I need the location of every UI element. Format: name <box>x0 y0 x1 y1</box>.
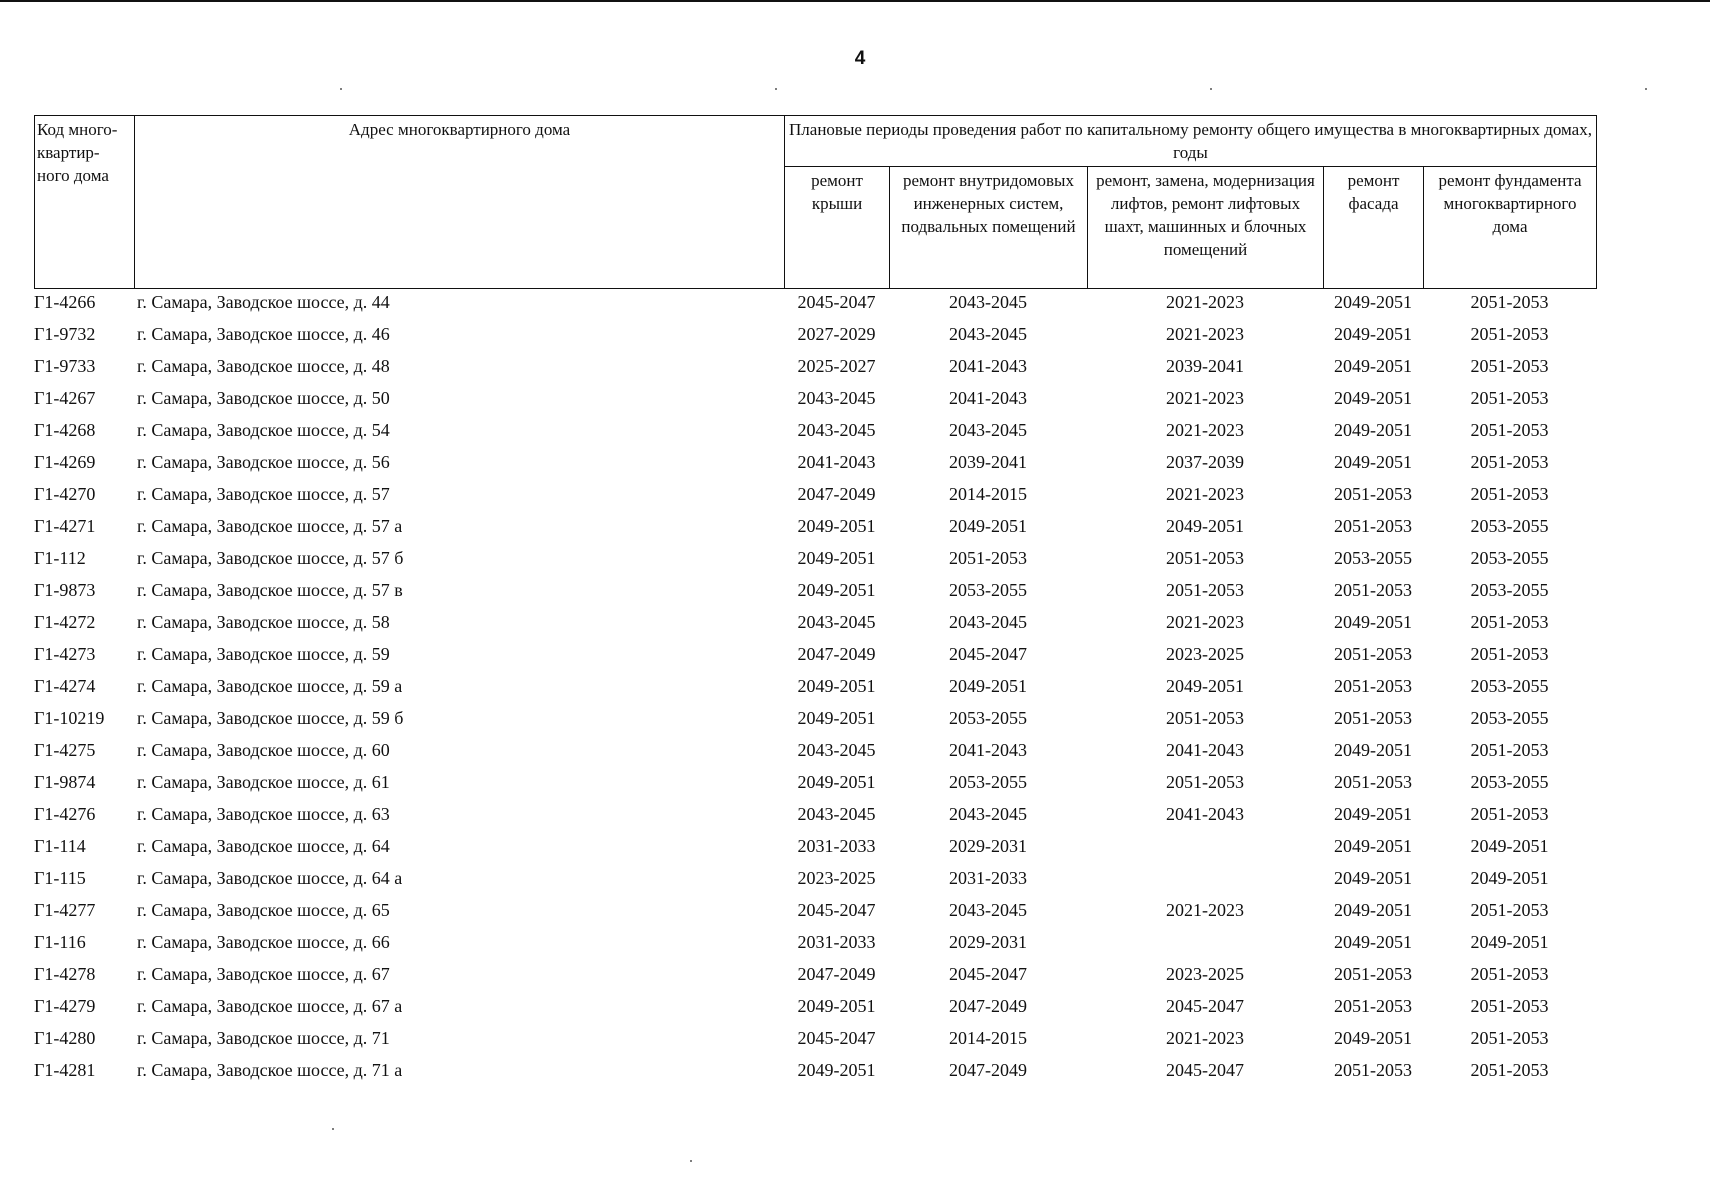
cell-lifts: 2045-2047 <box>1166 1060 1244 1080</box>
table-row <box>34 866 1596 898</box>
cell-facade: 2049-2051 <box>1334 324 1412 344</box>
cell-address: г. Самара, Заводское шоссе, д. 57 а <box>137 516 403 536</box>
cell-roof: 2049-2051 <box>797 676 876 696</box>
cell-engineering: 2029-2031 <box>949 836 1027 856</box>
table-row <box>34 802 1596 834</box>
cell-address: г. Самара, Заводское шоссе, д. 66 <box>137 932 390 952</box>
cell-foundation: 2053-2055 <box>1470 580 1549 600</box>
cell-roof: 2041-2043 <box>797 452 876 472</box>
table-row <box>34 546 1596 578</box>
cell-code: Г1-4280 <box>34 1028 96 1048</box>
cell-roof: 2047-2049 <box>797 484 876 504</box>
cell-lifts: 2049-2051 <box>1166 676 1244 696</box>
cell-engineering: 2043-2045 <box>949 292 1027 312</box>
cell-roof: 2045-2047 <box>797 900 876 920</box>
cell-engineering: 2049-2051 <box>949 516 1027 536</box>
cell-code: Г1-4269 <box>34 452 96 472</box>
cell-engineering: 2043-2045 <box>949 420 1027 440</box>
cell-lifts <box>1087 930 1323 962</box>
cell-roof: 2025-2027 <box>797 356 876 376</box>
cell-code: Г1-4278 <box>34 964 96 984</box>
table-row <box>34 578 1596 610</box>
cell-facade: 2051-2053 <box>1334 772 1412 792</box>
table-row <box>34 994 1596 1026</box>
cell-address: г. Самара, Заводское шоссе, д. 44 <box>137 292 390 312</box>
cell-code: Г1-9732 <box>34 324 96 344</box>
cell-foundation: 2051-2053 <box>1470 612 1549 632</box>
cell-lifts: 2021-2023 <box>1166 1028 1244 1048</box>
cell-roof: 2049-2051 <box>797 996 876 1016</box>
cell-address: г. Самара, Заводское шоссе, д. 63 <box>137 804 390 824</box>
cell-foundation: 2053-2055 <box>1470 548 1549 568</box>
cell-roof: 2027-2029 <box>797 324 876 344</box>
cell-roof: 2049-2051 <box>797 548 876 568</box>
cell-address: г. Самара, Заводское шоссе, д. 67 <box>137 964 390 984</box>
cell-facade: 2049-2051 <box>1334 452 1412 472</box>
cell-code: Г1-4281 <box>34 1060 96 1080</box>
cell-facade: 2049-2051 <box>1334 292 1412 312</box>
cell-facade: 2049-2051 <box>1334 804 1412 824</box>
cell-foundation: 2051-2053 <box>1470 1028 1549 1048</box>
cell-address: г. Самара, Заводское шоссе, д. 59 <box>137 644 390 664</box>
cell-foundation: 2053-2055 <box>1470 516 1549 536</box>
cell-facade: 2049-2051 <box>1334 868 1412 888</box>
header-foundation: ремонт фундамента многоквартирного дома <box>1424 167 1597 289</box>
cell-address: г. Самара, Заводское шоссе, д. 59 а <box>137 676 403 696</box>
cell-foundation: 2051-2053 <box>1470 804 1549 824</box>
top-border-line <box>0 0 1710 2</box>
cell-address: г. Самара, Заводское шоссе, д. 59 б <box>137 708 404 728</box>
cell-engineering: 2031-2033 <box>949 868 1027 888</box>
table-row <box>34 386 1596 418</box>
cell-address: г. Самара, Заводское шоссе, д. 67 а <box>137 996 403 1016</box>
cell-lifts: 2021-2023 <box>1166 484 1244 504</box>
cell-engineering: 2043-2045 <box>949 612 1027 632</box>
cell-lifts: 2023-2025 <box>1166 644 1244 664</box>
cell-engineering: 2029-2031 <box>949 932 1027 952</box>
table-row <box>34 930 1596 962</box>
page-number: 4 <box>854 48 866 69</box>
cell-address: г. Самара, Заводское шоссе, д. 56 <box>137 452 390 472</box>
cell-foundation: 2051-2053 <box>1470 484 1549 504</box>
cell-facade: 2051-2053 <box>1334 644 1412 664</box>
cell-code: Г1-4277 <box>34 900 96 920</box>
cell-engineering: 2014-2015 <box>949 484 1027 504</box>
cell-roof: 2049-2051 <box>797 708 876 728</box>
cell-roof: 2043-2045 <box>797 388 876 408</box>
cell-lifts <box>1087 834 1323 866</box>
cell-facade: 2053-2055 <box>1334 548 1412 568</box>
cell-foundation: 2051-2053 <box>1470 996 1549 1016</box>
cell-code: Г1-9733 <box>34 356 96 376</box>
cell-lifts: 2041-2043 <box>1166 740 1244 760</box>
cell-engineering: 2043-2045 <box>949 804 1027 824</box>
cell-code: Г1-4270 <box>34 484 96 504</box>
table-row <box>34 290 1596 322</box>
cell-engineering: 2014-2015 <box>949 1028 1027 1048</box>
cell-foundation: 2051-2053 <box>1470 324 1549 344</box>
table-row <box>34 962 1596 994</box>
cell-facade: 2049-2051 <box>1334 356 1412 376</box>
cell-address: г. Самара, Заводское шоссе, д. 65 <box>137 900 390 920</box>
cell-address: г. Самара, Заводское шоссе, д. 57 <box>137 484 390 504</box>
cell-lifts: 2021-2023 <box>1166 420 1244 440</box>
cell-foundation: 2051-2053 <box>1470 1060 1549 1080</box>
cell-code: Г1-4268 <box>34 420 96 440</box>
cell-facade: 2049-2051 <box>1334 900 1412 920</box>
cell-lifts: 2051-2053 <box>1166 548 1244 568</box>
table-row <box>34 834 1596 866</box>
cell-facade: 2049-2051 <box>1334 932 1412 952</box>
cell-roof: 2023-2025 <box>797 868 876 888</box>
cell-roof: 2031-2033 <box>797 836 876 856</box>
cell-address: г. Самара, Заводское шоссе, д. 60 <box>137 740 390 760</box>
cell-engineering: 2039-2041 <box>949 452 1027 472</box>
cell-code: Г1-4273 <box>34 644 96 664</box>
cell-engineering: 2041-2043 <box>949 388 1027 408</box>
cell-foundation: 2051-2053 <box>1470 900 1549 920</box>
scan-speck <box>1645 88 1647 90</box>
cell-foundation: 2053-2055 <box>1470 708 1549 728</box>
cell-facade: 2049-2051 <box>1334 388 1412 408</box>
cell-roof: 2049-2051 <box>797 580 876 600</box>
cell-address: г. Самара, Заводское шоссе, д. 46 <box>137 324 390 344</box>
cell-address: г. Самара, Заводское шоссе, д. 61 <box>137 772 390 792</box>
cell-facade: 2051-2053 <box>1334 1060 1412 1080</box>
table-body <box>34 290 1596 1090</box>
cell-code: Г1-4276 <box>34 804 96 824</box>
cell-foundation: 2051-2053 <box>1470 644 1549 664</box>
cell-foundation: 2049-2051 <box>1470 932 1549 952</box>
table-row <box>34 322 1596 354</box>
cell-lifts: 2021-2023 <box>1166 612 1244 632</box>
cell-facade: 2051-2053 <box>1334 580 1412 600</box>
table-row <box>34 642 1596 674</box>
header-code: Код много-квартир-ного дома <box>35 116 135 289</box>
cell-engineering: 2053-2055 <box>949 708 1027 728</box>
cell-facade: 2049-2051 <box>1334 836 1412 856</box>
cell-address: г. Самара, Заводское шоссе, д. 64 а <box>137 868 403 888</box>
cell-facade: 2049-2051 <box>1334 740 1412 760</box>
cell-lifts: 2041-2043 <box>1166 804 1244 824</box>
header-engineering: ремонт внутридомовых инженерных систем, подвальных помещений <box>890 167 1088 289</box>
table-row <box>34 674 1596 706</box>
cell-foundation: 2051-2053 <box>1470 452 1549 472</box>
cell-roof: 2031-2033 <box>797 932 876 952</box>
cell-roof: 2043-2045 <box>797 740 876 760</box>
cell-lifts: 2021-2023 <box>1166 324 1244 344</box>
table-row <box>34 418 1596 450</box>
cell-roof: 2043-2045 <box>797 804 876 824</box>
cell-lifts: 2023-2025 <box>1166 964 1244 984</box>
table-row <box>34 610 1596 642</box>
cell-code: Г1-114 <box>34 836 86 856</box>
table-row <box>34 1026 1596 1058</box>
cell-facade: 2051-2053 <box>1334 964 1412 984</box>
cell-address: г. Самара, Заводское шоссе, д. 54 <box>137 420 390 440</box>
table-row <box>34 514 1596 546</box>
cell-code: Г1-9874 <box>34 772 96 792</box>
cell-engineering: 2051-2053 <box>949 548 1027 568</box>
cell-engineering: 2047-2049 <box>949 1060 1027 1080</box>
cell-address: г. Самара, Заводское шоссе, д. 57 б <box>137 548 404 568</box>
table-row <box>34 450 1596 482</box>
header-facade: ремонт фасада <box>1324 167 1424 289</box>
header-address: Адрес многоквартирного дома <box>135 116 785 289</box>
header-lifts: ремонт, замена, модернизация лифтов, ремонт лифтовых шахт, машинных и блочных помещений <box>1088 167 1324 289</box>
cell-address: г. Самара, Заводское шоссе, д. 48 <box>137 356 390 376</box>
cell-code: Г1-10219 <box>34 708 105 728</box>
table-row <box>34 1058 1596 1090</box>
cell-code: Г1-4267 <box>34 388 96 408</box>
cell-lifts: 2049-2051 <box>1166 516 1244 536</box>
cell-foundation: 2051-2053 <box>1470 964 1549 984</box>
table-row <box>34 354 1596 386</box>
cell-facade: 2051-2053 <box>1334 516 1412 536</box>
cell-lifts <box>1087 866 1323 898</box>
cell-code: Г1-116 <box>34 932 86 952</box>
cell-address: г. Самара, Заводское шоссе, д. 57 в <box>137 580 403 600</box>
cell-code: Г1-4266 <box>34 292 96 312</box>
cell-lifts: 2045-2047 <box>1166 996 1244 1016</box>
cell-lifts: 2051-2053 <box>1166 708 1244 728</box>
cell-lifts: 2021-2023 <box>1166 388 1244 408</box>
cell-address: г. Самара, Заводское шоссе, д. 71 а <box>137 1060 403 1080</box>
cell-roof: 2043-2045 <box>797 420 876 440</box>
cell-lifts: 2037-2039 <box>1166 452 1244 472</box>
cell-lifts: 2051-2053 <box>1166 772 1244 792</box>
cell-engineering: 2041-2043 <box>949 740 1027 760</box>
table-row <box>34 706 1596 738</box>
cell-engineering: 2049-2051 <box>949 676 1027 696</box>
cell-roof: 2049-2051 <box>797 516 876 536</box>
cell-lifts: 2039-2041 <box>1166 356 1244 376</box>
table-row <box>34 482 1596 514</box>
table-row <box>34 898 1596 930</box>
cell-lifts: 2021-2023 <box>1166 900 1244 920</box>
cell-foundation: 2051-2053 <box>1470 388 1549 408</box>
cell-facade: 2051-2053 <box>1334 484 1412 504</box>
cell-address: г. Самара, Заводское шоссе, д. 71 <box>137 1028 390 1048</box>
cell-code: Г1-4271 <box>34 516 96 536</box>
cell-code: Г1-115 <box>34 868 86 888</box>
cell-code: Г1-112 <box>34 548 86 568</box>
cell-code: Г1-4272 <box>34 612 96 632</box>
header-roof: ремонт крыши <box>785 167 890 289</box>
cell-foundation: 2051-2053 <box>1470 740 1549 760</box>
cell-facade: 2049-2051 <box>1334 420 1412 440</box>
cell-address: г. Самара, Заводское шоссе, д. 58 <box>137 612 390 632</box>
cell-foundation: 2053-2055 <box>1470 772 1549 792</box>
cell-roof: 2049-2051 <box>797 772 876 792</box>
cell-address: г. Самара, Заводское шоссе, д. 64 <box>137 836 390 856</box>
cell-lifts: 2021-2023 <box>1166 292 1244 312</box>
cell-engineering: 2047-2049 <box>949 996 1027 1016</box>
cell-foundation: 2049-2051 <box>1470 868 1549 888</box>
cell-foundation: 2053-2055 <box>1470 676 1549 696</box>
cell-foundation: 2051-2053 <box>1470 420 1549 440</box>
cell-facade: 2051-2053 <box>1334 676 1412 696</box>
cell-facade: 2051-2053 <box>1334 996 1412 1016</box>
cell-address: г. Самара, Заводское шоссе, д. 50 <box>137 388 390 408</box>
cell-roof: 2047-2049 <box>797 644 876 664</box>
cell-facade: 2051-2053 <box>1334 708 1412 728</box>
cell-facade: 2049-2051 <box>1334 1028 1412 1048</box>
cell-roof: 2045-2047 <box>797 1028 876 1048</box>
cell-foundation: 2051-2053 <box>1470 292 1549 312</box>
header-periods: Плановые периоды проведения работ по капитальному ремонту общего имущества в многоквартирных домах, годы <box>785 116 1597 167</box>
cell-code: Г1-4274 <box>34 676 96 696</box>
cell-foundation: 2051-2053 <box>1470 356 1549 376</box>
table-header <box>34 115 1597 289</box>
cell-roof: 2043-2045 <box>797 612 876 632</box>
cell-roof: 2047-2049 <box>797 964 876 984</box>
scan-speck <box>1210 88 1212 90</box>
cell-code: Г1-9873 <box>34 580 96 600</box>
cell-engineering: 2053-2055 <box>949 772 1027 792</box>
cell-engineering: 2043-2045 <box>949 324 1027 344</box>
cell-roof: 2049-2051 <box>797 1060 876 1080</box>
scan-speck <box>332 1128 334 1130</box>
scan-speck <box>340 88 342 90</box>
cell-roof: 2045-2047 <box>797 292 876 312</box>
cell-lifts: 2051-2053 <box>1166 580 1244 600</box>
table-row <box>34 738 1596 770</box>
cell-facade: 2049-2051 <box>1334 612 1412 632</box>
scan-speck <box>690 1160 692 1162</box>
cell-engineering: 2045-2047 <box>949 644 1027 664</box>
cell-foundation: 2049-2051 <box>1470 836 1549 856</box>
cell-code: Г1-4275 <box>34 740 96 760</box>
cell-engineering: 2045-2047 <box>949 964 1027 984</box>
scan-speck <box>775 88 777 90</box>
cell-engineering: 2041-2043 <box>949 356 1027 376</box>
cell-engineering: 2053-2055 <box>949 580 1027 600</box>
cell-code: Г1-4279 <box>34 996 96 1016</box>
table-row <box>34 770 1596 802</box>
cell-engineering: 2043-2045 <box>949 900 1027 920</box>
